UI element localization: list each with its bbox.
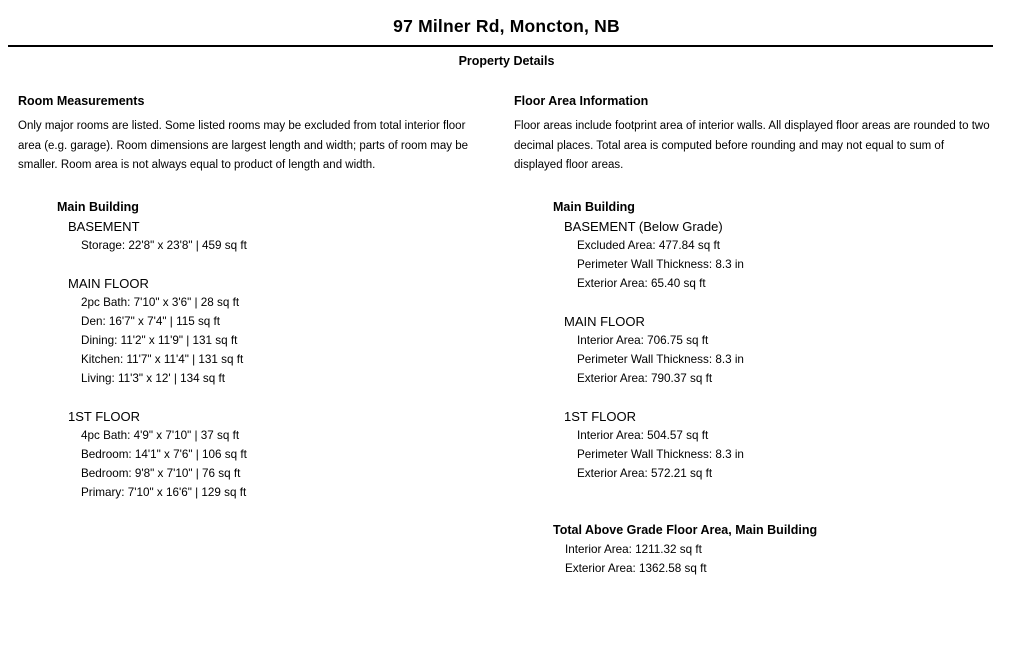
total-above-grade-block — [553, 521, 995, 578]
room-measurement: Primary: 7'10" x 16'6" | 129 sq ft — [81, 485, 247, 499]
building-name: Main Building — [57, 199, 139, 214]
floor-area-information-heading: Floor Area Information — [514, 94, 649, 108]
room-measurement: Bedroom: 14'1" x 7'6" | 106 sq ft — [81, 447, 247, 461]
room-measurements-building — [57, 198, 486, 502]
floor-area-detail: Perimeter Wall Thickness: 8.3 in — [577, 352, 744, 366]
floor-area-detail: Perimeter Wall Thickness: 8.3 in — [577, 447, 744, 461]
floor-name: MAIN FLOOR — [68, 275, 149, 291]
floor-area-detail: Perimeter Wall Thickness: 8.3 in — [577, 257, 744, 271]
floor-name: 1ST FLOOR — [564, 408, 637, 424]
floor-area-detail: Excluded Area: 477.84 sq ft — [577, 238, 720, 252]
room-measurement: Living: 11'3" x 12' | 134 sq ft — [81, 371, 225, 385]
floor-group-basement — [68, 217, 486, 255]
room-measurement: Dining: 11'2" x 11'9" | 131 sq ft — [81, 333, 238, 347]
title-divider — [8, 45, 993, 47]
floor-area-detail: Exterior Area: 572.21 sq ft — [577, 466, 713, 480]
room-measurements-description: Only major rooms are listed. Some listed rooms may be excluded from total interior floor area (e.g. garage). Room dimensions are largest length and width; parts of room may be smaller. Room area is not always equal to product of length and width. — [18, 120, 469, 171]
floor-area-information-section — [514, 94, 995, 578]
total-above-grade-heading: Total Above Grade Floor Area, Main Building — [553, 522, 818, 537]
room-measurements-section — [18, 94, 486, 578]
floor-group-main-floor — [68, 274, 486, 388]
floor-name: BASEMENT — [68, 218, 140, 234]
page-subtitle: Property Details — [458, 54, 555, 68]
room-measurement: 2pc Bath: 7'10" x 3'6" | 28 sq ft — [81, 295, 240, 309]
floor-area-group-basement — [564, 217, 995, 293]
floor-group-1st-floor — [68, 407, 486, 502]
floor-name: BASEMENT (Below Grade) — [564, 218, 723, 234]
floor-area-detail: Exterior Area: 65.40 sq ft — [577, 276, 706, 290]
room-measurement: Den: 16'7" x 7'4" | 115 sq ft — [81, 314, 221, 328]
total-area-detail: Exterior Area: 1362.58 sq ft — [565, 561, 707, 575]
room-measurement: 4pc Bath: 4'9" x 7'10" | 37 sq ft — [81, 428, 240, 442]
floor-name: MAIN FLOOR — [564, 313, 645, 329]
room-measurements-heading: Room Measurements — [18, 94, 145, 108]
floor-area-group-1st-floor — [564, 407, 995, 483]
floor-area-information-description: Floor areas include footprint area of interior walls. All displayed floor areas are rounded to two decimal places. Total area is computed before rounding and may not equal to sum of displayed floor areas. — [514, 120, 990, 171]
floor-name: 1ST FLOOR — [68, 408, 141, 424]
building-name: Main Building — [553, 199, 635, 214]
page-title: 97 Milner Rd, Moncton, NB — [393, 16, 620, 36]
floor-area-detail: Interior Area: 504.57 sq ft — [577, 428, 709, 442]
floor-area-group-main-floor — [564, 312, 995, 388]
total-area-detail: Interior Area: 1211.32 sq ft — [565, 542, 702, 556]
floor-area-detail: Interior Area: 706.75 sq ft — [577, 333, 709, 347]
content-columns — [18, 94, 995, 578]
room-measurement: Storage: 22'8" x 23'8" | 459 sq ft — [81, 238, 247, 252]
floor-area-detail: Exterior Area: 790.37 sq ft — [577, 371, 713, 385]
floor-area-building — [553, 198, 995, 483]
room-measurement: Bedroom: 9'8" x 7'10" | 76 sq ft — [81, 466, 241, 480]
room-measurement: Kitchen: 11'7" x 11'4" | 131 sq ft — [81, 352, 244, 366]
